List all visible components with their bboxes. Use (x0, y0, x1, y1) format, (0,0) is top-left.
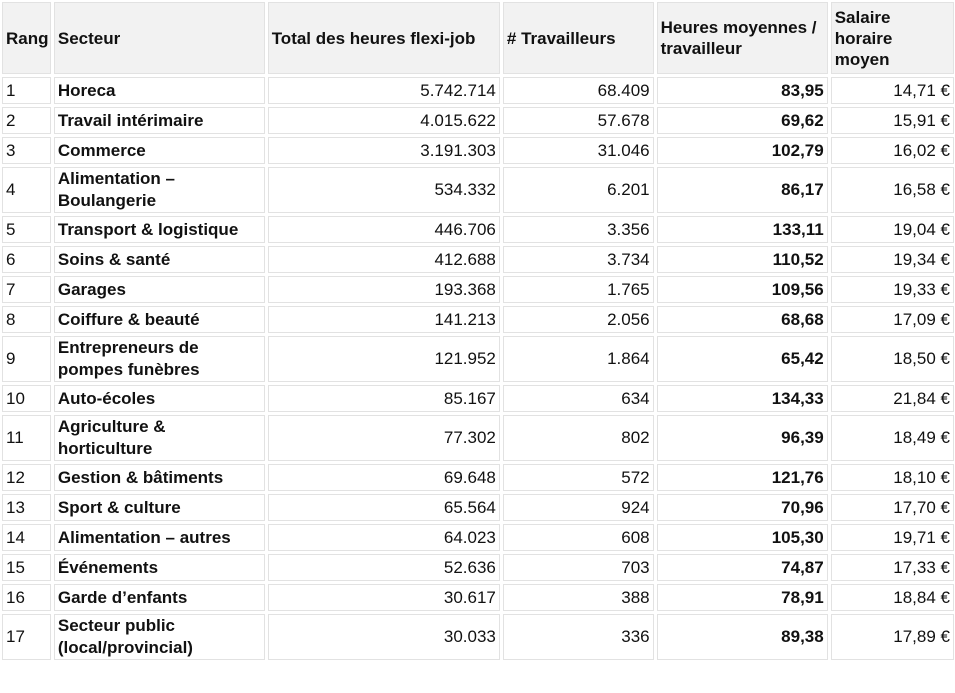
cell-rang: 1 (2, 77, 51, 104)
cell-rang: 9 (2, 336, 51, 382)
cell-secteur: Auto-écoles (54, 385, 265, 412)
cell-secteur: Sport & culture (54, 494, 265, 521)
table-row (2, 77, 954, 104)
cell-heures-moyennes: 105,30 (657, 524, 828, 551)
cell-rang: 8 (2, 306, 51, 333)
header-travailleurs: # Travailleurs (503, 2, 654, 74)
cell-travailleurs: 388 (503, 584, 654, 611)
cell-heures-moyennes: 74,87 (657, 554, 828, 581)
table-row (2, 306, 954, 333)
table-row (2, 336, 954, 382)
table-row (2, 167, 954, 213)
cell-total-heures: 77.302 (268, 415, 500, 461)
cell-rang: 14 (2, 524, 51, 551)
cell-heures-moyennes: 70,96 (657, 494, 828, 521)
cell-travailleurs: 2.056 (503, 306, 654, 333)
cell-salaire: 21,84 € (831, 385, 954, 412)
cell-salaire: 17,89 € (831, 614, 954, 660)
table-row (2, 137, 954, 164)
cell-heures-moyennes: 83,95 (657, 77, 828, 104)
cell-total-heures: 412.688 (268, 246, 500, 273)
cell-heures-moyennes: 96,39 (657, 415, 828, 461)
table-row (2, 276, 954, 303)
cell-secteur: Transport & logistique (54, 216, 265, 243)
cell-total-heures: 52.636 (268, 554, 500, 581)
cell-salaire: 15,91 € (831, 107, 954, 134)
table-row (2, 246, 954, 273)
cell-total-heures: 30.033 (268, 614, 500, 660)
cell-secteur: Horeca (54, 77, 265, 104)
cell-travailleurs: 1.864 (503, 336, 654, 382)
cell-salaire: 16,02 € (831, 137, 954, 164)
cell-total-heures: 64.023 (268, 524, 500, 551)
cell-salaire: 18,50 € (831, 336, 954, 382)
cell-salaire: 17,09 € (831, 306, 954, 333)
cell-heures-moyennes: 102,79 (657, 137, 828, 164)
cell-rang: 16 (2, 584, 51, 611)
table-row (2, 385, 954, 412)
cell-total-heures: 65.564 (268, 494, 500, 521)
cell-rang: 3 (2, 137, 51, 164)
cell-secteur: Travail intérimaire (54, 107, 265, 134)
cell-travailleurs: 924 (503, 494, 654, 521)
cell-heures-moyennes: 69,62 (657, 107, 828, 134)
cell-heures-moyennes: 78,91 (657, 584, 828, 611)
cell-heures-moyennes: 134,33 (657, 385, 828, 412)
cell-salaire: 18,49 € (831, 415, 954, 461)
cell-total-heures: 69.648 (268, 464, 500, 491)
header-heures-moyennes: Heures moyennes / travailleur (657, 2, 828, 74)
cell-travailleurs: 3.734 (503, 246, 654, 273)
table-row (2, 494, 954, 521)
cell-total-heures: 4.015.622 (268, 107, 500, 134)
cell-rang: 6 (2, 246, 51, 273)
cell-secteur: Entrepreneurs de pompes funèbres (54, 336, 265, 382)
cell-heures-moyennes: 133,11 (657, 216, 828, 243)
cell-total-heures: 30.617 (268, 584, 500, 611)
cell-heures-moyennes: 86,17 (657, 167, 828, 213)
cell-travailleurs: 57.678 (503, 107, 654, 134)
cell-secteur: Garde d’enfants (54, 584, 265, 611)
cell-salaire: 18,10 € (831, 464, 954, 491)
table-row (2, 554, 954, 581)
cell-heures-moyennes: 121,76 (657, 464, 828, 491)
cell-total-heures: 121.952 (268, 336, 500, 382)
cell-rang: 13 (2, 494, 51, 521)
cell-rang: 5 (2, 216, 51, 243)
table-row (2, 415, 954, 461)
cell-travailleurs: 31.046 (503, 137, 654, 164)
cell-salaire: 17,70 € (831, 494, 954, 521)
cell-travailleurs: 6.201 (503, 167, 654, 213)
cell-salaire: 18,84 € (831, 584, 954, 611)
cell-salaire: 19,71 € (831, 524, 954, 551)
table-row (2, 216, 954, 243)
cell-rang: 2 (2, 107, 51, 134)
header-secteur: Secteur (54, 2, 265, 74)
cell-heures-moyennes: 68,68 (657, 306, 828, 333)
cell-secteur: Agriculture & horticulture (54, 415, 265, 461)
cell-heures-moyennes: 109,56 (657, 276, 828, 303)
cell-travailleurs: 336 (503, 614, 654, 660)
cell-secteur: Alimentation – autres (54, 524, 265, 551)
table-row (2, 524, 954, 551)
cell-rang: 12 (2, 464, 51, 491)
cell-total-heures: 85.167 (268, 385, 500, 412)
cell-travailleurs: 634 (503, 385, 654, 412)
cell-total-heures: 534.332 (268, 167, 500, 213)
table-row (2, 584, 954, 611)
table-row (2, 464, 954, 491)
cell-salaire: 19,33 € (831, 276, 954, 303)
cell-secteur: Gestion & bâtiments (54, 464, 265, 491)
cell-travailleurs: 3.356 (503, 216, 654, 243)
cell-rang: 4 (2, 167, 51, 213)
cell-heures-moyennes: 65,42 (657, 336, 828, 382)
cell-salaire: 16,58 € (831, 167, 954, 213)
cell-secteur: Alimentation – Boulangerie (54, 167, 265, 213)
cell-heures-moyennes: 110,52 (657, 246, 828, 273)
cell-secteur: Garages (54, 276, 265, 303)
cell-salaire: 17,33 € (831, 554, 954, 581)
cell-rang: 15 (2, 554, 51, 581)
cell-secteur: Soins & santé (54, 246, 265, 273)
header-rang: Rang (2, 2, 51, 74)
table-row (2, 614, 954, 660)
cell-salaire: 14,71 € (831, 77, 954, 104)
cell-total-heures: 5.742.714 (268, 77, 500, 104)
cell-rang: 17 (2, 614, 51, 660)
cell-travailleurs: 703 (503, 554, 654, 581)
cell-travailleurs: 608 (503, 524, 654, 551)
cell-total-heures: 446.706 (268, 216, 500, 243)
cell-travailleurs: 1.765 (503, 276, 654, 303)
cell-secteur: Secteur public (local/provincial) (54, 614, 265, 660)
cell-rang: 7 (2, 276, 51, 303)
cell-rang: 10 (2, 385, 51, 412)
cell-total-heures: 3.191.303 (268, 137, 500, 164)
cell-heures-moyennes: 89,38 (657, 614, 828, 660)
cell-secteur: Coiffure & beauté (54, 306, 265, 333)
header-row (2, 2, 954, 74)
header-salaire: Salaire horaire moyen (831, 2, 954, 74)
cell-salaire: 19,04 € (831, 216, 954, 243)
cell-salaire: 19,34 € (831, 246, 954, 273)
cell-travailleurs: 68.409 (503, 77, 654, 104)
cell-travailleurs: 802 (503, 415, 654, 461)
cell-secteur: Événements (54, 554, 265, 581)
cell-rang: 11 (2, 415, 51, 461)
cell-travailleurs: 572 (503, 464, 654, 491)
header-total-heures: Total des heures flexi-job (268, 2, 500, 74)
cell-total-heures: 193.368 (268, 276, 500, 303)
cell-secteur: Commerce (54, 137, 265, 164)
cell-total-heures: 141.213 (268, 306, 500, 333)
table-row (2, 107, 954, 134)
